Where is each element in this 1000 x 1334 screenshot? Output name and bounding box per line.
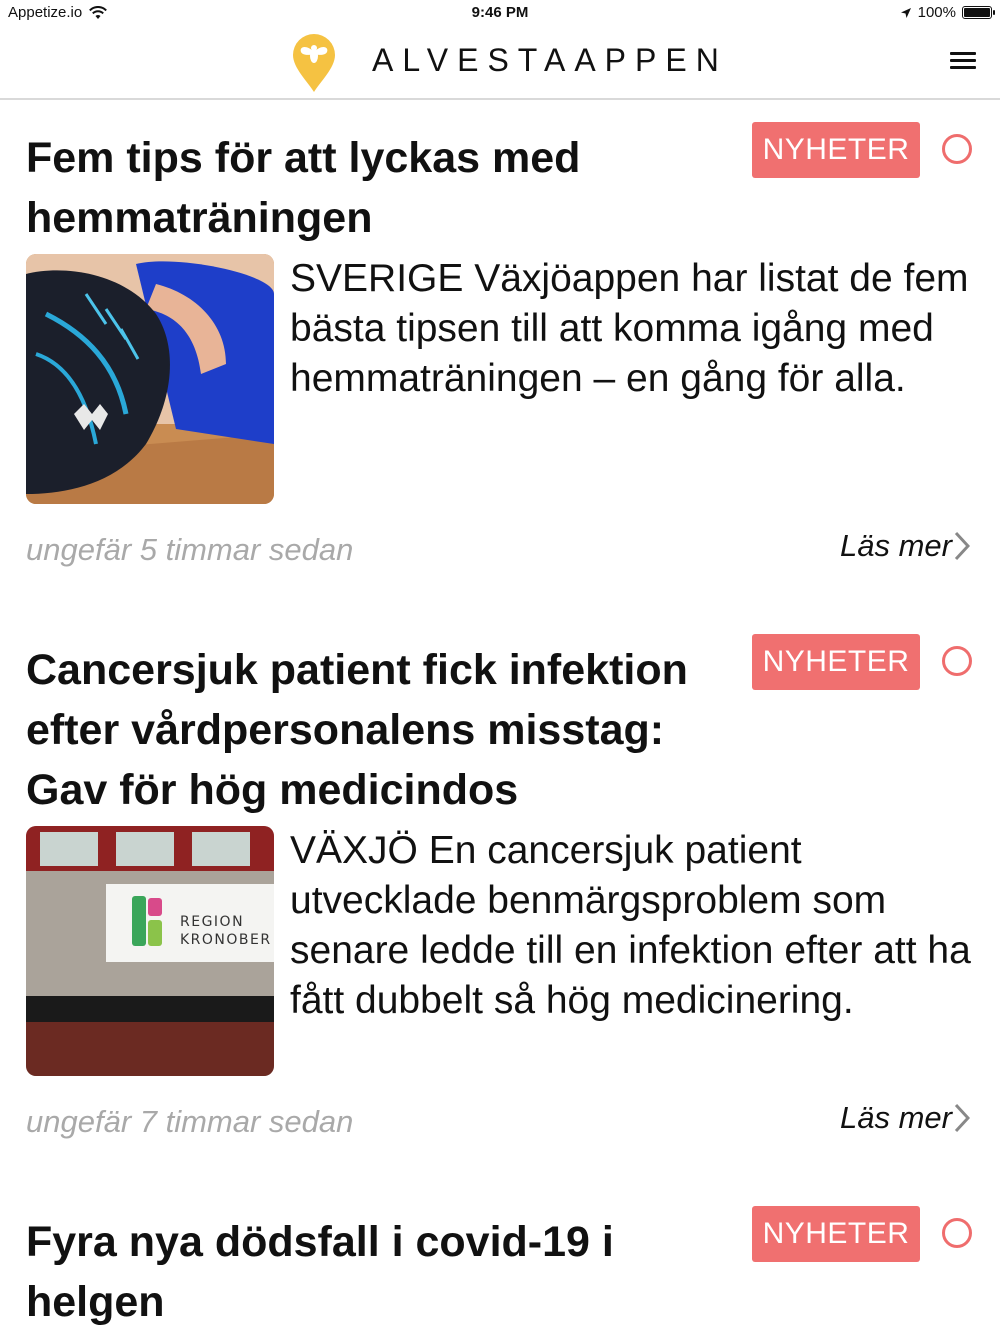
location-arrow-icon bbox=[900, 7, 912, 19]
category-badge[interactable]: NYHETER bbox=[752, 634, 920, 690]
app-logo-icon bbox=[290, 34, 338, 94]
chevron-right-icon bbox=[954, 1103, 970, 1133]
article-card[interactable] bbox=[0, 612, 1000, 1184]
article-title[interactable]: Fem tips för att lyckas med hemmaträningen bbox=[26, 134, 581, 242]
news-feed[interactable] bbox=[0, 100, 1000, 1334]
app-header bbox=[0, 28, 1000, 100]
chevron-right-icon bbox=[954, 531, 970, 561]
status-right bbox=[900, 4, 992, 21]
sneaker-photo bbox=[26, 254, 274, 504]
battery-level bbox=[964, 8, 990, 17]
article-card[interactable] bbox=[0, 1184, 1000, 1334]
building-sign-photo bbox=[26, 826, 274, 1076]
read-more-label: Läs mer bbox=[840, 528, 952, 563]
battery-percent: 100% bbox=[917, 4, 956, 21]
sign-text-line2: KRONOBER bbox=[180, 932, 272, 948]
sign-text-line1: REGION bbox=[180, 914, 245, 930]
article-card[interactable] bbox=[0, 100, 1000, 612]
article-timestamp: ungefär 5 timmar sedan bbox=[26, 532, 354, 567]
read-more-link[interactable] bbox=[840, 528, 970, 564]
article-title[interactable]: Fyra nya dödsfall i covid-19 i helgen bbox=[26, 1218, 614, 1326]
article-excerpt: VÄXJÖ En cancersjuk patient utvecklade benmärgsproblem som senare ledde till en infektion efter att ha fått dubbelt så hög medicinering. bbox=[290, 829, 971, 1022]
article-thumbnail[interactable] bbox=[26, 826, 274, 1076]
battery-icon bbox=[962, 6, 992, 19]
article-title[interactable]: Cancersjuk patient fick infektion efter vårdpersonalens misstag: Gav för hög medicindos bbox=[26, 646, 688, 814]
app-title: ALVESTAAPPEN bbox=[372, 42, 728, 78]
hamburger-menu-icon[interactable] bbox=[950, 52, 976, 72]
carrier-label: Appetize.io bbox=[8, 4, 83, 21]
circle-bookmark-icon[interactable] bbox=[942, 134, 972, 164]
status-bar bbox=[0, 0, 1000, 28]
article-thumbnail[interactable] bbox=[26, 254, 274, 504]
status-time: 9:46 PM bbox=[471, 4, 529, 21]
read-more-label: Läs mer bbox=[840, 1100, 952, 1135]
circle-bookmark-icon[interactable] bbox=[942, 646, 972, 676]
circle-bookmark-icon[interactable] bbox=[942, 1218, 972, 1248]
read-more-link[interactable] bbox=[840, 1100, 970, 1136]
category-badge[interactable]: NYHETER bbox=[752, 122, 920, 178]
category-badge[interactable]: NYHETER bbox=[752, 1206, 920, 1262]
article-timestamp: ungefär 7 timmar sedan bbox=[26, 1104, 354, 1139]
article-excerpt: SVERIGE Växjöappen har listat de fem bästa tipsen till att komma igång med hemmaträningen – en gång för alla. bbox=[290, 257, 969, 400]
